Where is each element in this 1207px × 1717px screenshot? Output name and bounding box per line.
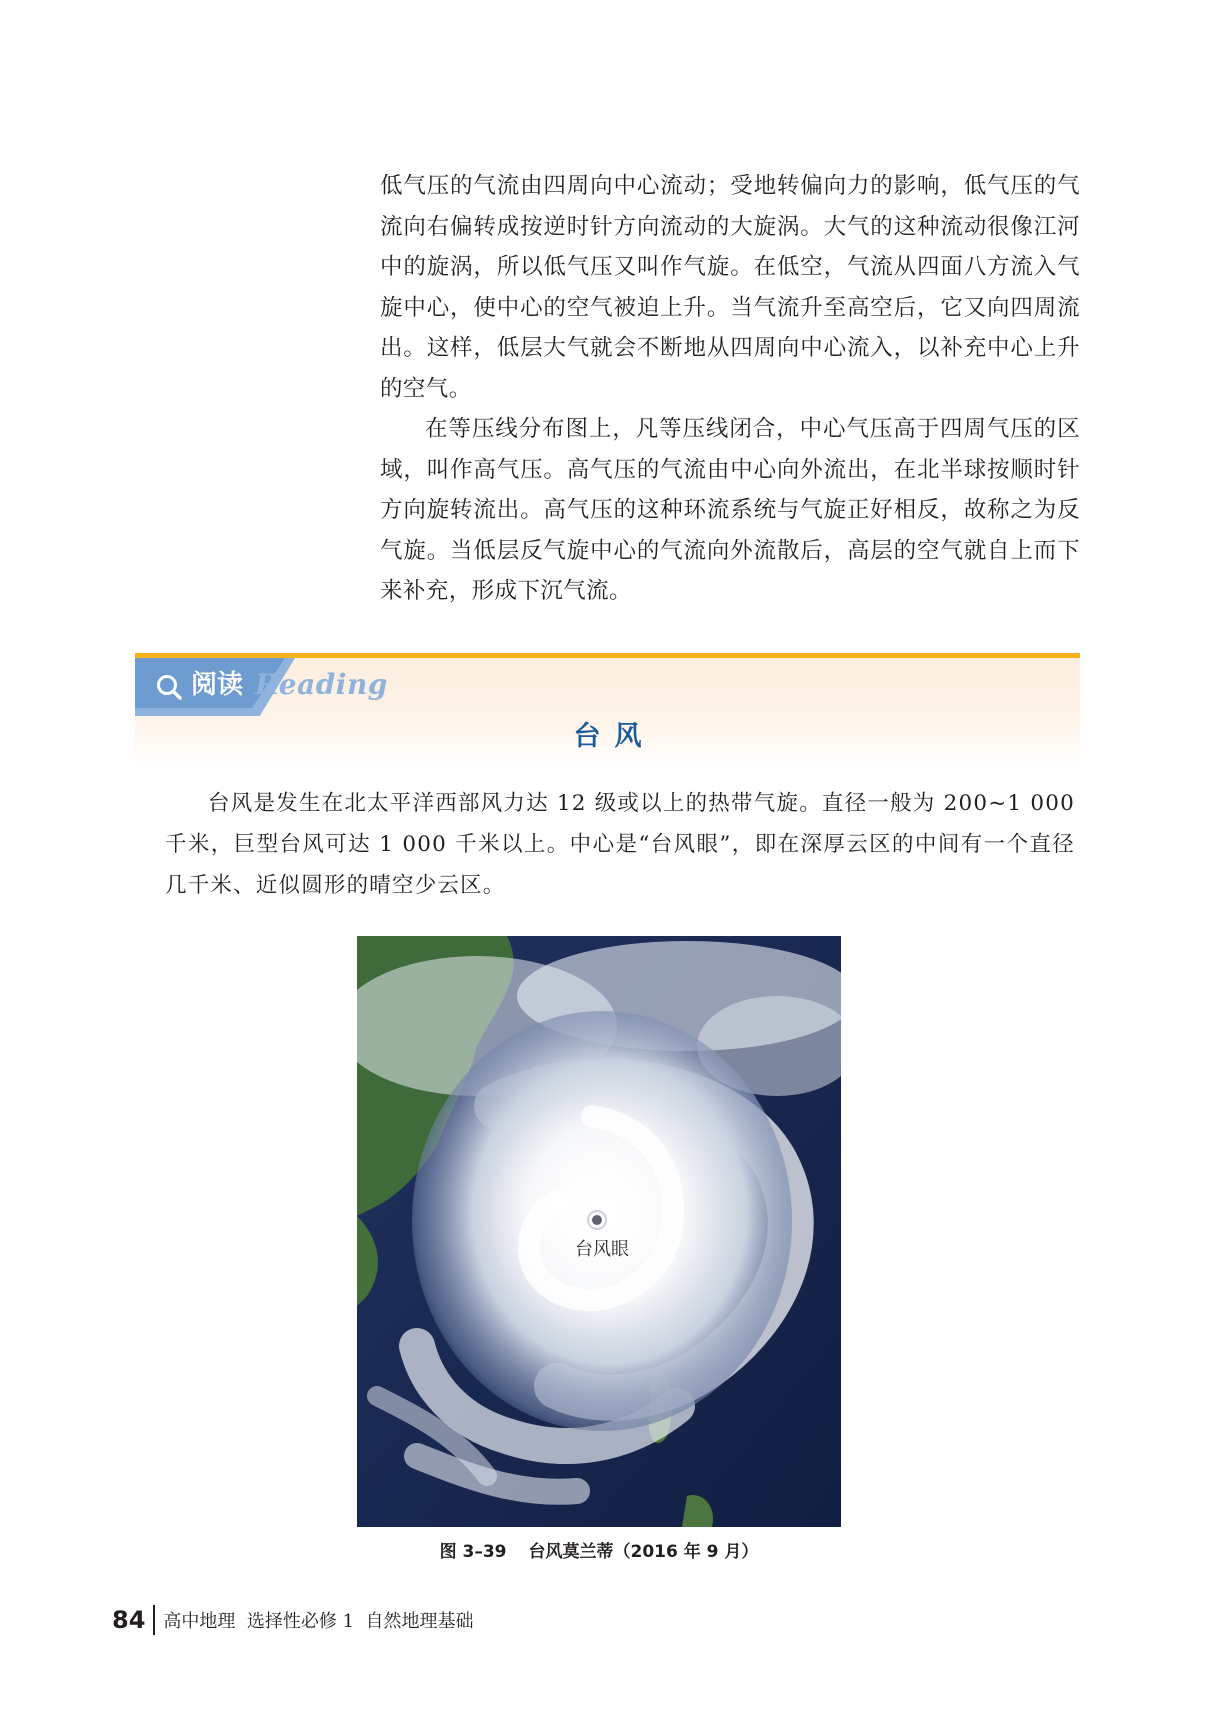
paragraph-anticyclone: 在等压线分布图上，凡等压线闭合，中心气压高于四周气压的区域，叫作高气压。高气压的气流由中心向外流出，在北半球按顺时针方向旋转流出。高气压的这种环流系统与气旋正好相反，故称之为反气旋。当低层反气旋中心的气流向外流散后，高层的空气就自上而下来补充，形成下沉气流。 [380,416,1080,604]
reading-title: 台风 [573,721,656,752]
reading-label-english: Reading [255,668,388,701]
typhoon-eye-label: 台风眼 [575,1239,629,1260]
magnifier-icon [155,673,183,701]
page-number: 84 [112,1606,146,1634]
typhoon-satellite-drawing [357,936,841,1527]
page-footer [112,1603,473,1637]
reading-text [165,783,1075,906]
figure-caption-text: 台风莫兰蒂（2016 年 9 月） [528,1542,759,1562]
typhoon-paragraph: 台风是发生在北太平洋西部风力达 12 级或以上的热带气旋。直径一般为 200~1 000 千米，巨型台风可达 1 000 千米以上。中心是“台风眼”，即在深厚云区的中间有一个直径几千米、近似圆形的晴空少云区。 [165,791,1075,898]
figure-number: 图 3–39 [439,1542,507,1562]
paragraph-cyclone: 低气压的气流由四周向中心流动；受地转偏向力的影响，低气压的气流向右偏转成按逆时针方向流动的大旋涡。大气的这种流动很像江河中的旋涡，所以低气压又叫作气旋。在低空，气流从四面八方流入气旋中心，使中心的空气被迫上升。当气流升至高空后，它又向四周流出。这样，低层大气就会不断地从四周向中心流入，以补充中心上升的空气。 [380,173,1080,402]
reading-label: 阅读 [191,670,244,700]
main-text [380,166,1080,612]
figure-caption [357,1540,841,1564]
reading-top-bar [135,653,1080,658]
book-title: 高中地理 选择性必修 1 自然地理基础 [163,1611,474,1632]
footer-divider [153,1605,155,1635]
reading-box [135,653,1080,769]
typhoon-satellite-image [357,936,841,1527]
